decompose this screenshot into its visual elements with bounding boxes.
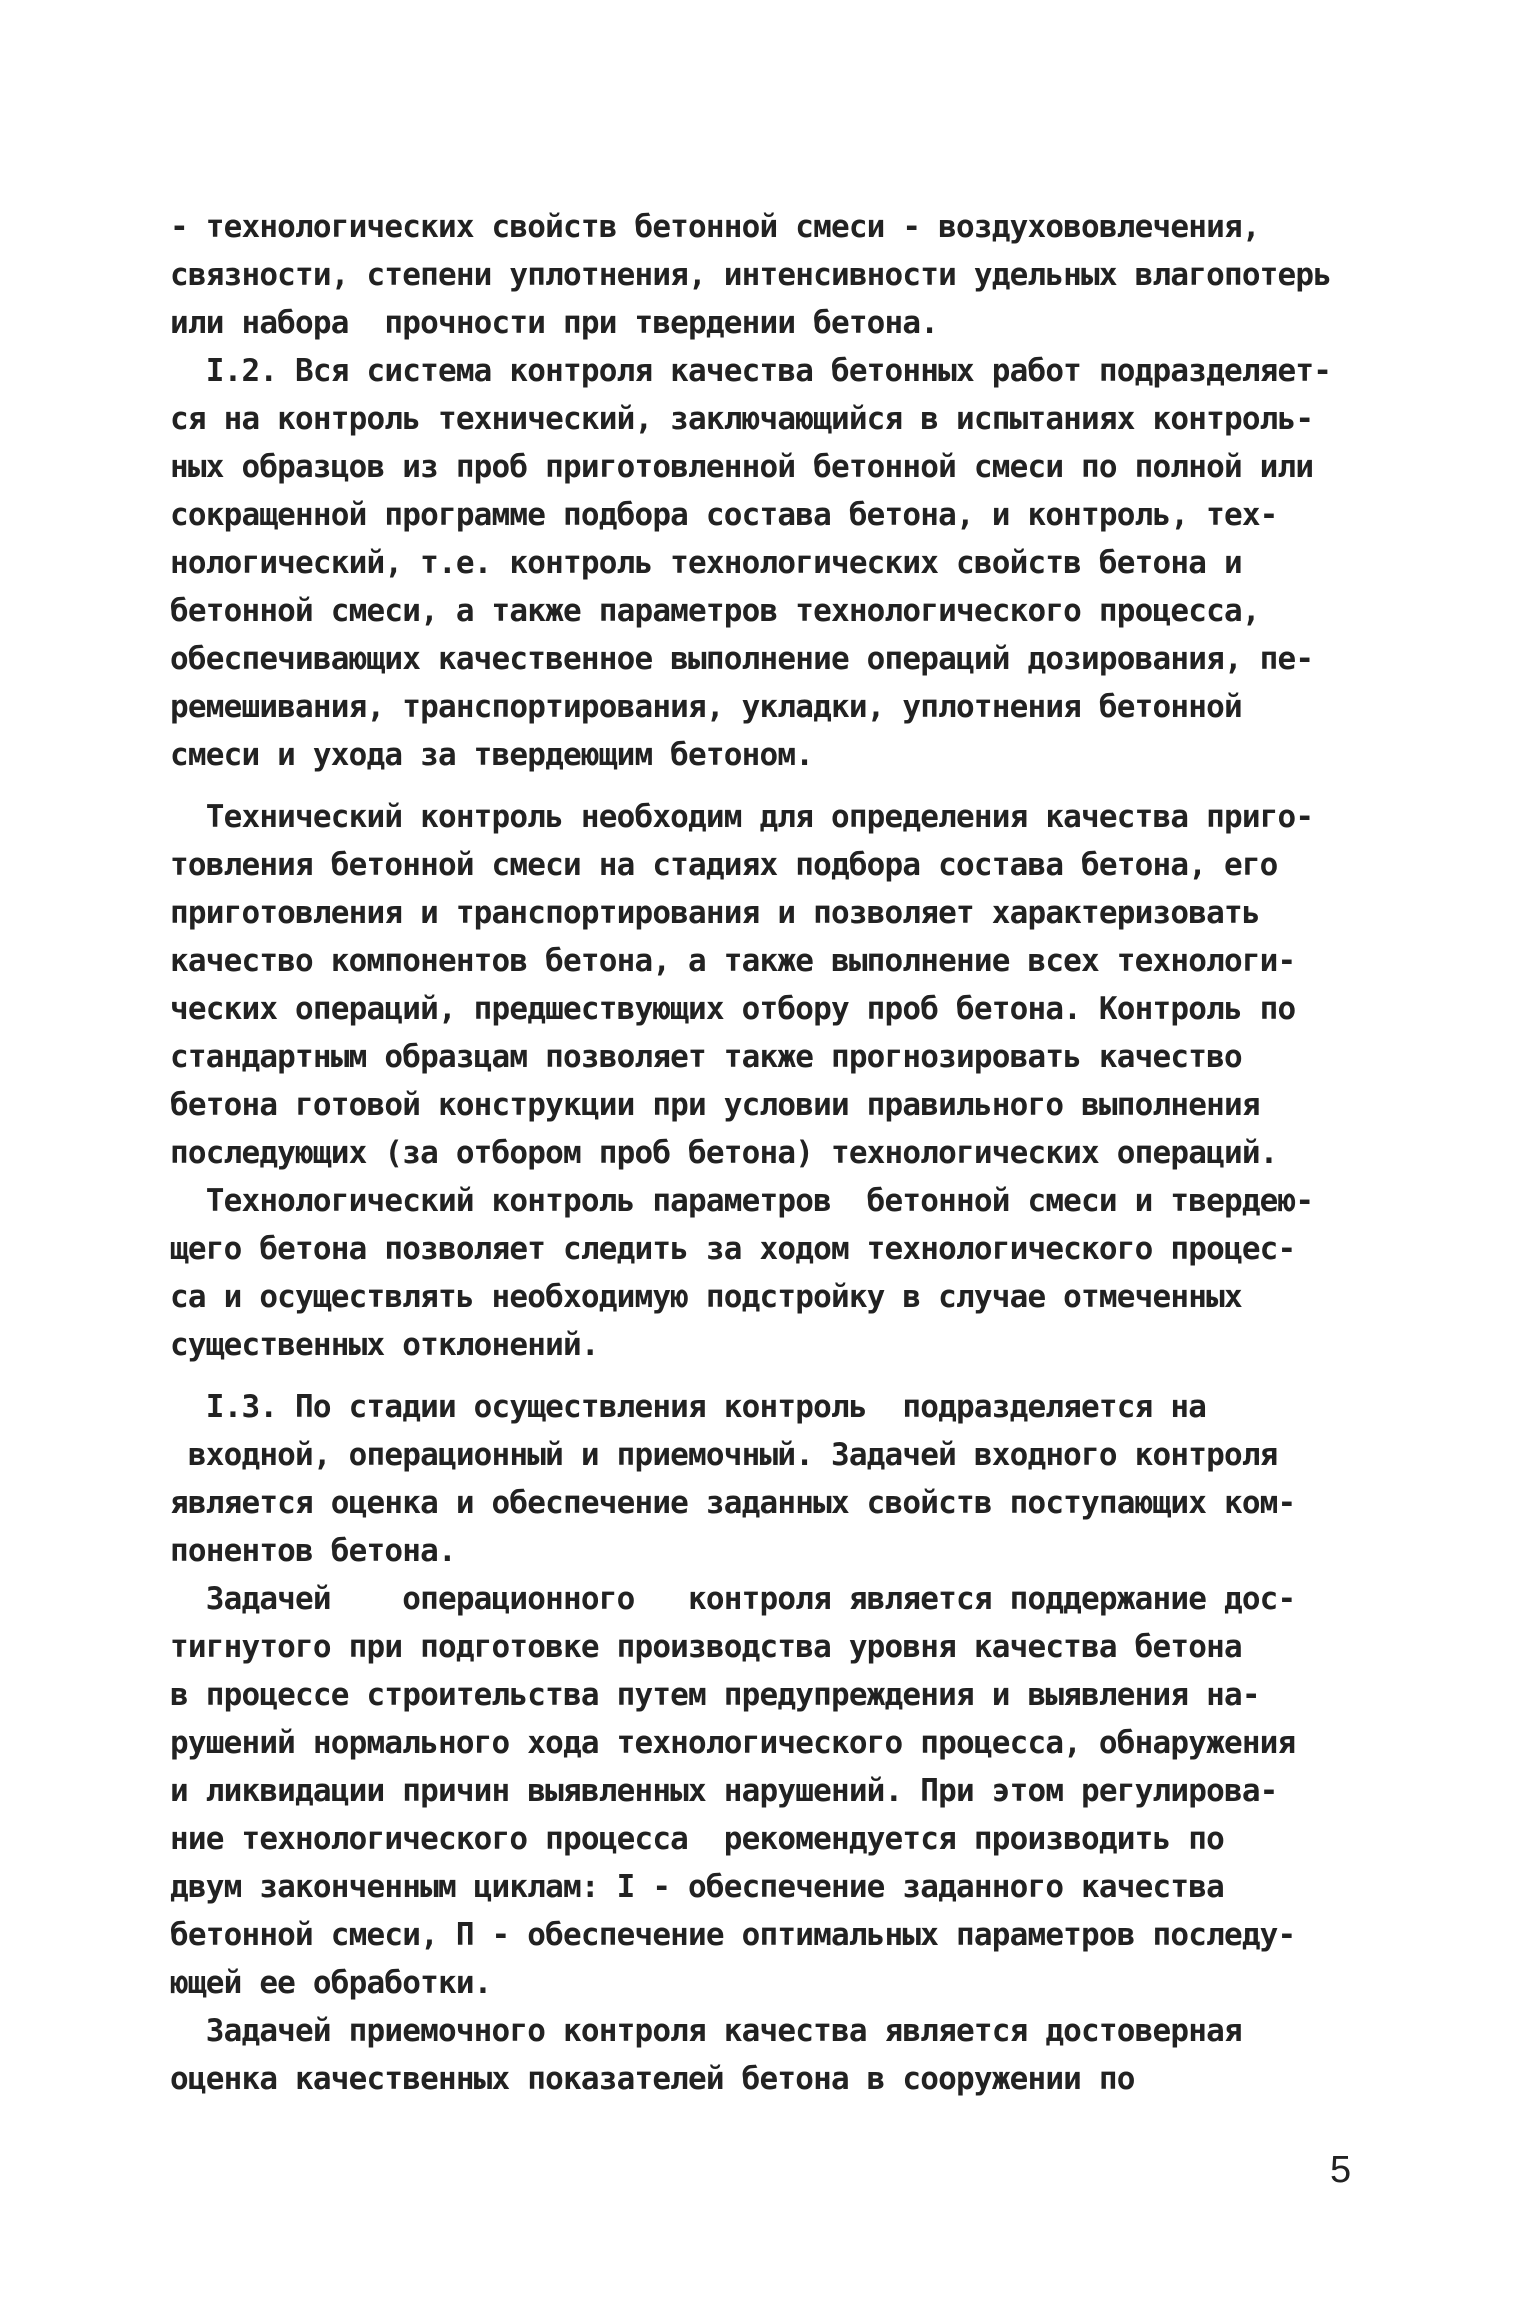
text-line: двум законченным циклам: I - обеспечение заданного качества xyxy=(170,1869,1224,1905)
text-line: смеси и ухода за твердеющим бетоном. xyxy=(170,737,814,773)
text-line: стандартным образцам позволяет также прогнозировать качество xyxy=(170,1039,1242,1075)
paragraph-7 xyxy=(170,2007,1400,2103)
text-line: Задачей приемочного контроля качества является достоверная xyxy=(170,2013,1242,2049)
text-line: товления бетонной смеси на стадиях подбора состава бетона, его xyxy=(170,847,1278,883)
text-line: оценка качественных показателей бетона в сооружении по xyxy=(170,2061,1135,2097)
text-line: рушений нормального хода технологического процесса, обнаружения xyxy=(170,1725,1296,1761)
text-line: связности, степени уплотнения, интенсивности удельных влагопотерь xyxy=(170,257,1332,293)
paragraph-1 xyxy=(170,203,1400,347)
text-line: обеспечивающих качественное выполнение операций дозирования, пе- xyxy=(170,641,1314,677)
text-line: сокращенной программе подбора состава бетона, и контроль, тех- xyxy=(170,497,1278,533)
text-line: ющей ее обработки. xyxy=(170,1965,492,2001)
text-line: - технологических свойств бетонной смеси - воздухововлечения, xyxy=(170,209,1260,245)
text-line: качество компонентов бетона, а также выполнение всех технологи- xyxy=(170,943,1296,979)
text-line: ся на контроль технический, заключающийся в испытаниях контроль- xyxy=(170,401,1314,437)
text-line: является оценка и обеспечение заданных свойств поступающих ком- xyxy=(170,1485,1296,1521)
paragraph-5 xyxy=(170,1383,1400,1575)
body-text xyxy=(170,203,1400,2103)
text-line: бетонной смеси, а также параметров технологического процесса, xyxy=(170,593,1260,629)
paragraph-4 xyxy=(170,1177,1400,1369)
text-line: Технический контроль необходим для определения качества приго- xyxy=(170,799,1314,835)
text-line: существенных отклонений. xyxy=(170,1327,599,1363)
text-line: и ликвидации причин выявленных нарушений. При этом регулирова- xyxy=(170,1773,1278,1809)
text-line: ние технологического процесса рекомендуется производить по xyxy=(170,1821,1224,1857)
paragraph-2 xyxy=(170,347,1400,779)
paragraph-gap xyxy=(170,1369,1400,1383)
text-line: Задачей операционного контроля является поддержание дос- xyxy=(170,1581,1296,1617)
text-line: Технологический контроль параметров бетонной смеси и твердею- xyxy=(170,1183,1314,1219)
text-line: ных образцов из проб приготовленной бетонной смеси по полной или xyxy=(170,449,1314,485)
text-line: последующих (за отбором проб бетона) технологических операций. xyxy=(170,1135,1278,1171)
text-line: ремешивания, транспортирования, укладки, уплотнения бетонной xyxy=(170,689,1242,725)
text-line: входной, операционный и приемочный. Задачей входного контроля xyxy=(170,1437,1278,1473)
paragraph-3 xyxy=(170,793,1400,1177)
text-line: I.3. По стадии осуществления контроль подразделяется на xyxy=(170,1389,1207,1425)
text-line: I.2. Вся система контроля качества бетонных работ подразделяет- xyxy=(170,353,1332,389)
text-line: са и осуществлять необходимую подстройку в случае отмеченных xyxy=(170,1279,1242,1315)
paragraph-6 xyxy=(170,1575,1400,2007)
text-line: бетона готовой конструкции при условии правильного выполнения xyxy=(170,1087,1260,1123)
paragraph-gap xyxy=(170,779,1400,793)
text-line: нологический, т.е. контроль технологических свойств бетона и xyxy=(170,545,1242,581)
text-line: тигнутого при подготовке производства уровня качества бетона xyxy=(170,1629,1242,1665)
page-number: 5 xyxy=(1330,2149,1352,2191)
text-line: понентов бетона. xyxy=(170,1533,456,1569)
text-line: бетонной смеси, П - обеспечение оптимальных параметров последу- xyxy=(170,1917,1296,1953)
text-line: щего бетона позволяет следить за ходом технологического процес- xyxy=(170,1231,1296,1267)
text-line: или набора прочности при твердении бетона. xyxy=(170,305,939,341)
text-line: приготовления и транспортирования и позволяет характеризовать xyxy=(170,895,1260,931)
text-line: ческих операций, предшествующих отбору проб бетона. Контроль по xyxy=(170,991,1296,1027)
text-line: в процессе строительства путем предупреждения и выявления на- xyxy=(170,1677,1260,1713)
